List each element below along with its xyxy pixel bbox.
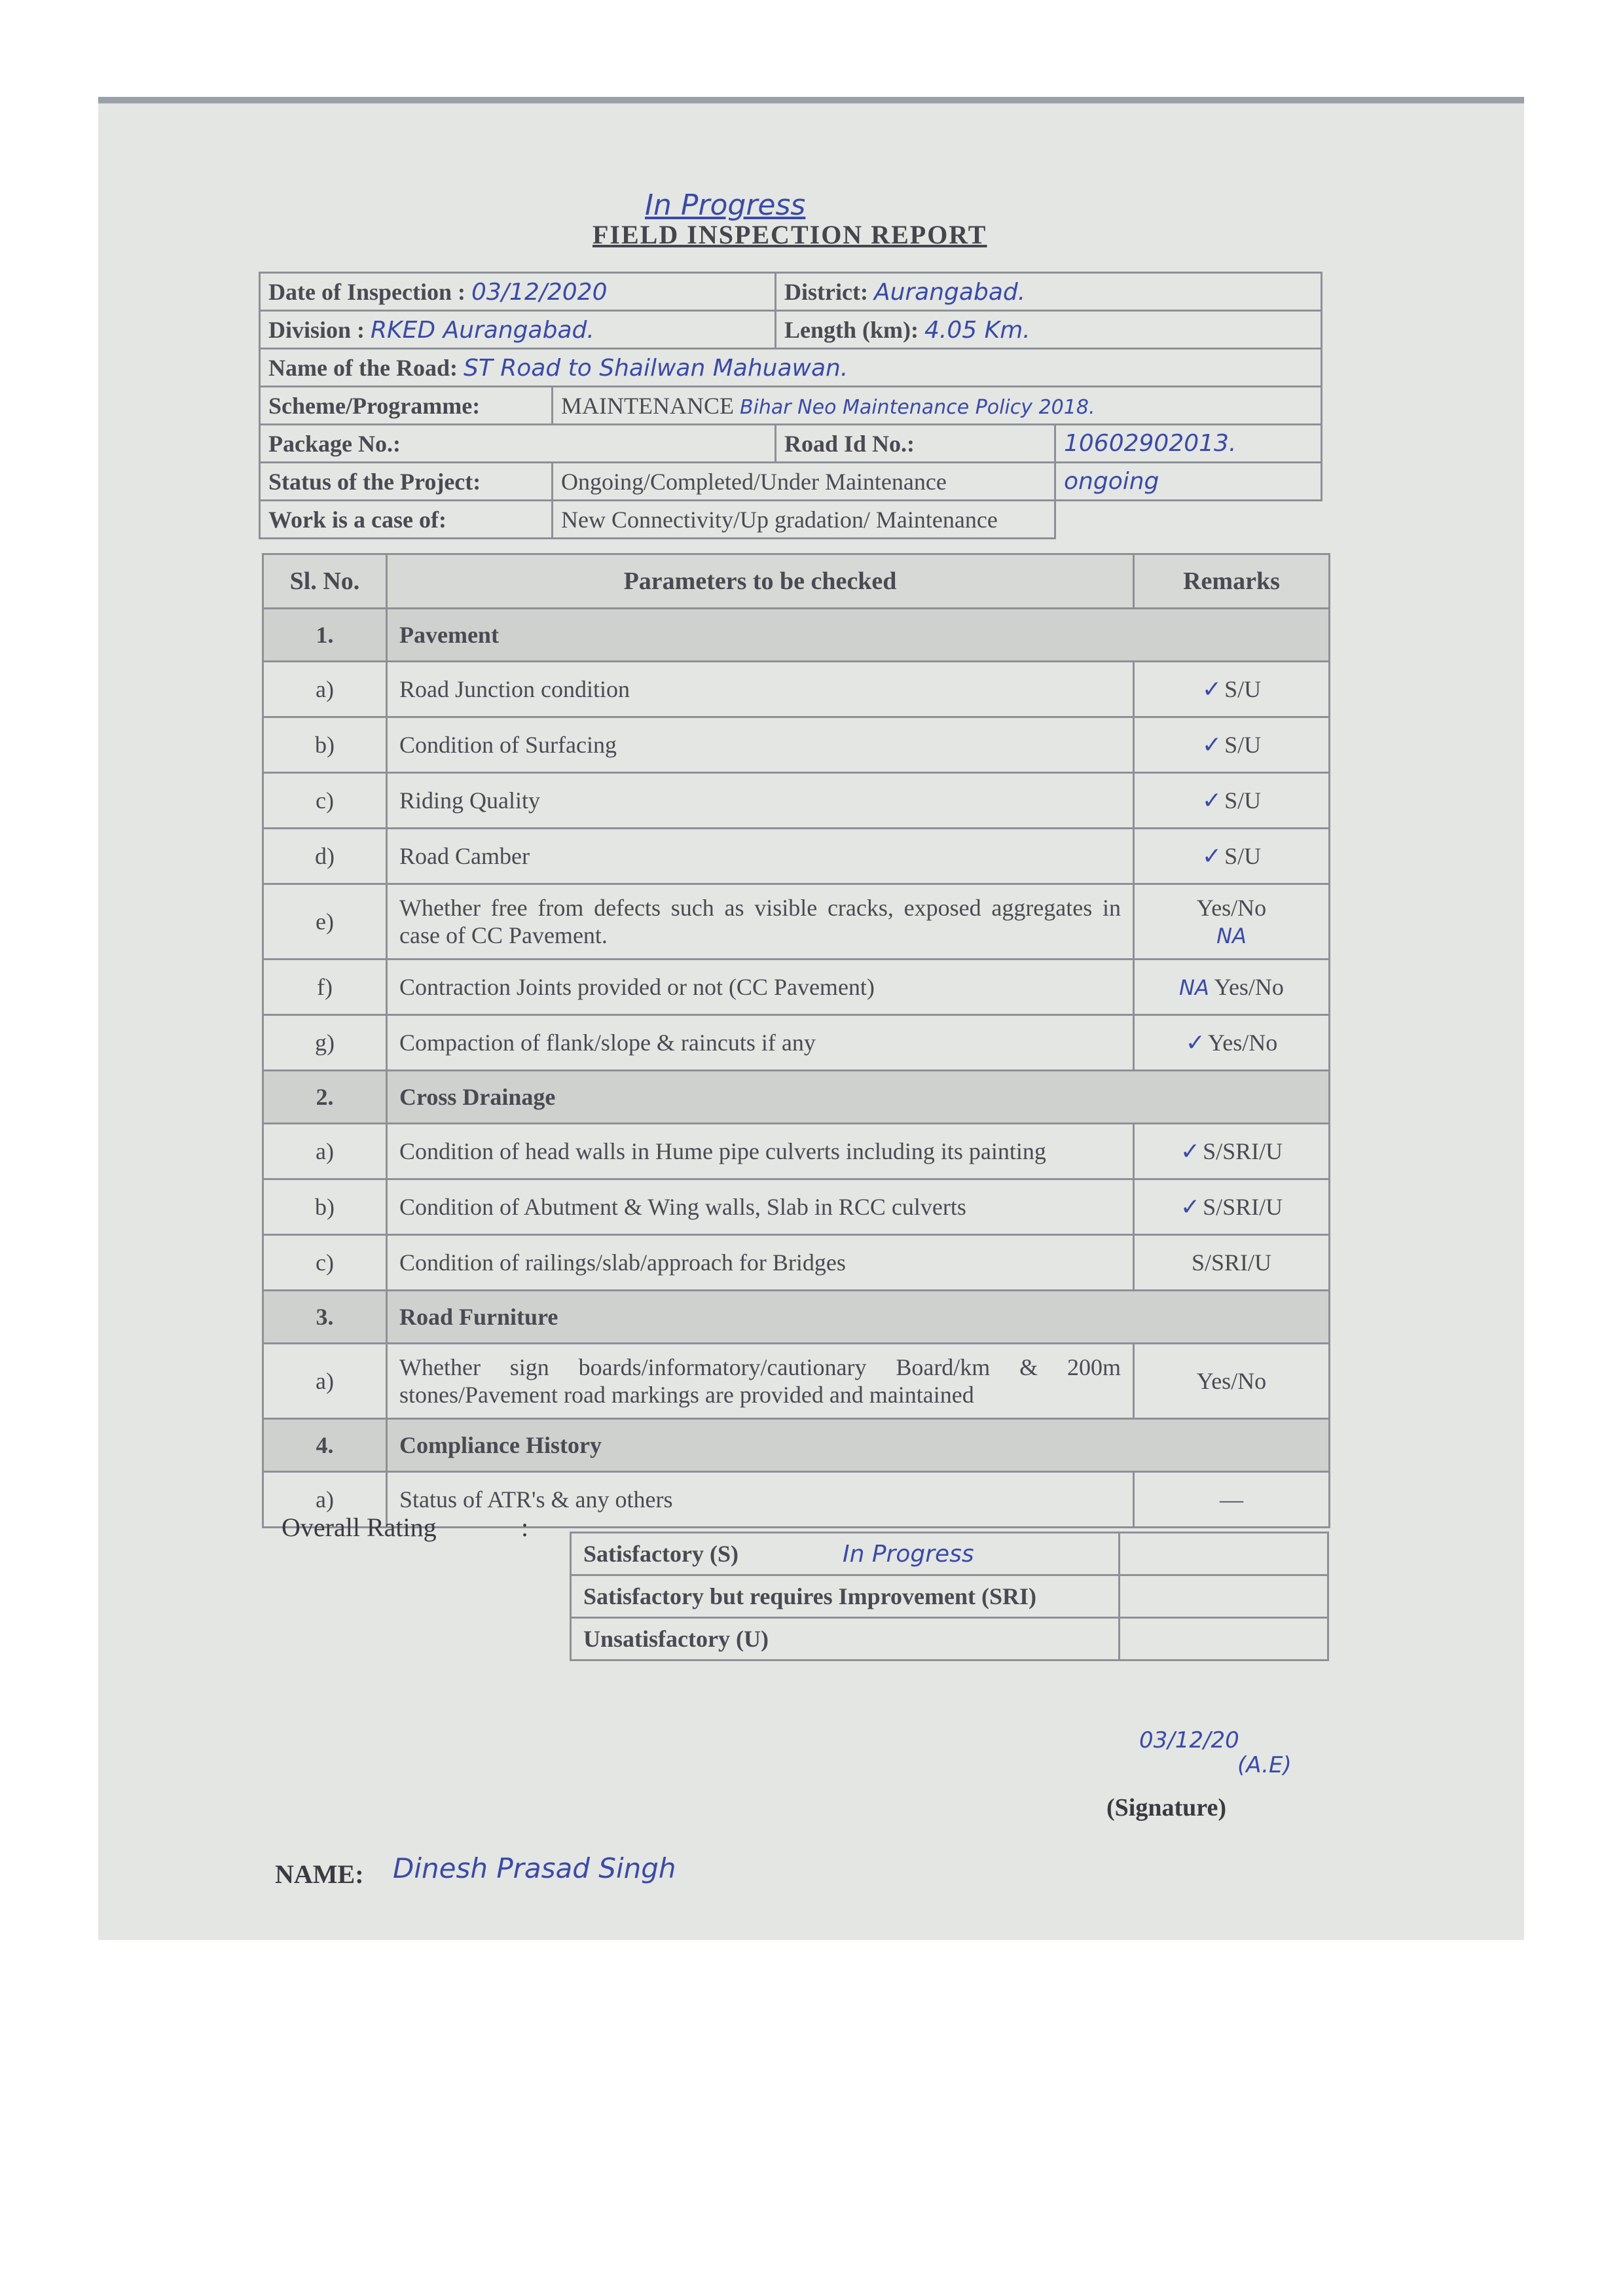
status-value: ongoing <box>1055 463 1322 501</box>
division-value: RKED Aurangabad. <box>371 316 594 344</box>
check-mark: ✓ <box>1180 1138 1201 1165</box>
check-mark: ✓ <box>1201 843 1222 870</box>
header-remarks: Remarks <box>1134 554 1330 609</box>
signature-role: (A.E) <box>1237 1752 1292 1778</box>
status-options: Ongoing/Completed/Under Maintenance <box>553 463 1055 501</box>
scheme-value: MAINTENANCE <box>561 392 734 419</box>
parameters-table <box>262 553 1330 1528</box>
road-name-value: ST Road to Shailwan Mahuawan. <box>463 354 848 382</box>
signature-label: (Signature) <box>1106 1794 1226 1821</box>
check-mark: ✓ <box>1201 732 1222 759</box>
info-table <box>259 272 1322 539</box>
table-row: a) Condition of head walls in Hume pipe culverts including its painting ✓ S/SRI/U <box>263 1124 1330 1179</box>
scheme-label: Scheme/Programme: <box>260 387 553 425</box>
table-row: e) Whether free from defects such as visible cracks, exposed aggregates in case of CC Pavement. Yes/No NA <box>263 884 1330 960</box>
na-note: NA <box>1179 975 1209 1000</box>
table-row: g) Compaction of flank/slope & raincuts if any ✓ Yes/No <box>263 1015 1330 1071</box>
table-row: a) Whether sign boards/informatory/cautionary Board/km & 200m stones/Pavement road markings are provided and maintained Yes/No <box>263 1344 1330 1419</box>
rating-hand-note: In Progress <box>842 1541 974 1568</box>
header-slno: Sl. No. <box>263 554 387 609</box>
scheme-hand: Bihar Neo Maintenance Policy 2018. <box>739 395 1095 419</box>
table-row: c) Riding Quality ✓ S/U <box>263 773 1330 829</box>
road-id-value: 10602902013. <box>1055 425 1322 463</box>
work-label: Work is a case of: <box>260 501 553 539</box>
table-row: a) Road Junction condition ✓ S/U <box>263 662 1330 717</box>
section-row: 1. Pavement <box>263 609 1330 662</box>
overall-rating-colon: : <box>521 1513 529 1542</box>
table-row: a) Status of ATR's & any others — <box>263 1472 1330 1528</box>
length-value: 4.05 Km. <box>924 316 1030 344</box>
length-label: Length (km): <box>784 316 919 343</box>
status-label: Status of the Project: <box>260 463 553 501</box>
package-label: Package No.: <box>260 425 776 463</box>
rating-option-sri: Satisfactory but requires Improvement (SRI) <box>571 1575 1120 1618</box>
signature-mark <box>1139 1728 1292 1778</box>
header-params: Parameters to be checked <box>387 554 1134 609</box>
check-mark: ✓ <box>1201 787 1222 814</box>
name-value: Dinesh Prasad Singh <box>393 1852 676 1884</box>
overall-rating-label: Overall Rating <box>282 1513 437 1542</box>
section-row: 4. Compliance History <box>263 1419 1330 1472</box>
report-title: FIELD INSPECTION REPORT <box>593 220 987 249</box>
table-row: f) Contraction Joints provided or not (CC Pavement) NA Yes/No <box>263 960 1330 1015</box>
section-row: 2. Cross Drainage <box>263 1071 1330 1124</box>
table-row: d) Road Camber ✓ S/U <box>263 829 1330 884</box>
check-mark: ✓ <box>1185 1030 1205 1056</box>
district-value: Aurangabad. <box>873 278 1026 306</box>
na-note: NA <box>1216 924 1247 948</box>
rating-option-u: Unsatisfactory (U) <box>571 1618 1120 1660</box>
date-value: 03/12/2020 <box>471 278 608 306</box>
road-name-label: Name of the Road: <box>268 354 458 381</box>
check-mark: ✓ <box>1201 676 1222 703</box>
table-row: b) Condition of Abutment & Wing walls, Slab in RCC culverts ✓ S/SRI/U <box>263 1179 1330 1235</box>
check-mark: ✓ <box>1180 1194 1201 1221</box>
date-label: Date of Inspection : <box>268 278 465 305</box>
division-label: Division : <box>268 316 365 343</box>
table-row: c) Condition of railings/slab/approach for Bridges S/SRI/U <box>263 1235 1330 1291</box>
signature-date: 03/12/20 <box>1139 1727 1239 1753</box>
rating-option-s: Satisfactory (S) <box>583 1541 739 1567</box>
district-label: District: <box>784 278 868 305</box>
status-note: In Progress <box>645 188 806 222</box>
table-row: b) Condition of Surfacing ✓ S/U <box>263 717 1330 773</box>
road-id-label: Road Id No.: <box>776 425 1055 463</box>
name-label: NAME: <box>275 1859 364 1889</box>
section-row: 3. Road Furniture <box>263 1291 1330 1344</box>
work-options: New Connectivity/Up gradation/ Maintenance <box>553 501 1055 539</box>
rating-table <box>570 1532 1329 1661</box>
